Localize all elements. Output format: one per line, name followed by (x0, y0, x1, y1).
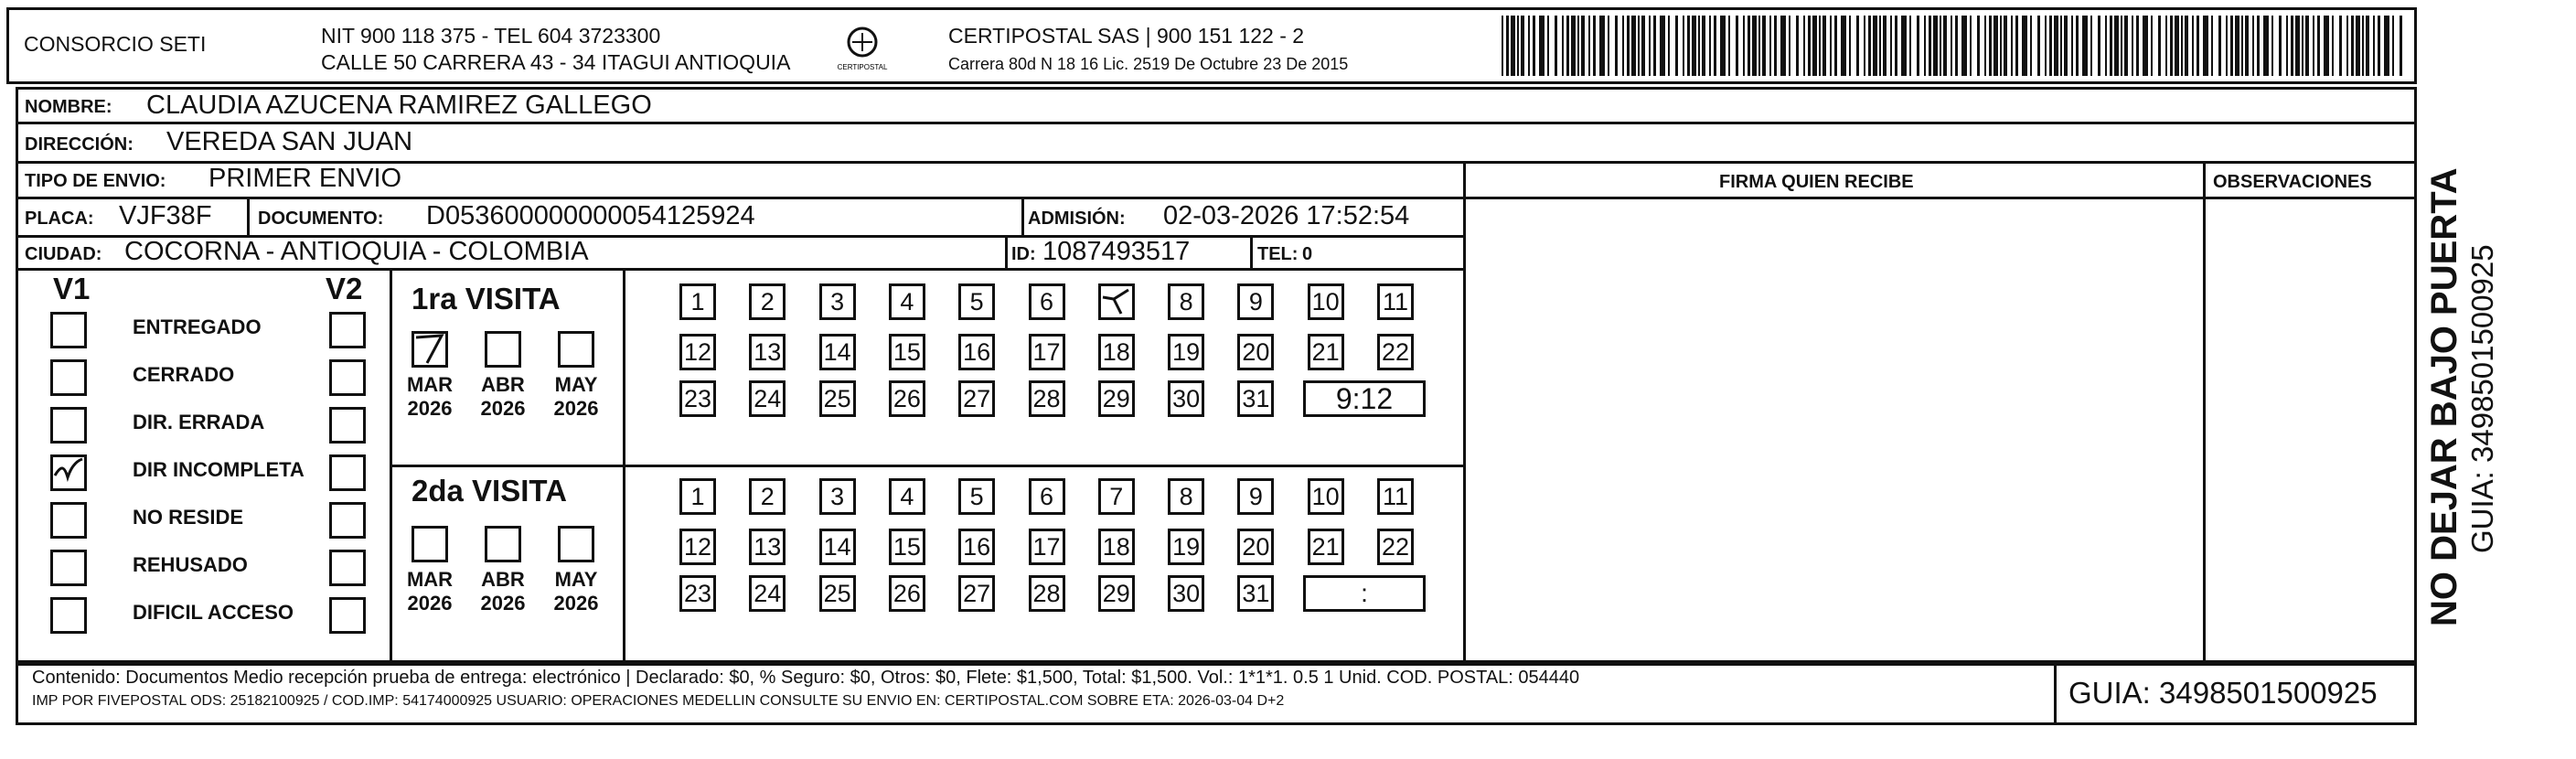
status-label: ENTREGADO (133, 315, 262, 338)
day-box[interactable]: 14 (819, 529, 856, 565)
day-box[interactable]: 11 (1377, 478, 1414, 515)
day-box[interactable]: 25 (819, 380, 856, 417)
day-box[interactable]: 23 (679, 380, 716, 417)
day-box[interactable]: 11 (1377, 283, 1414, 320)
status-label: DIR. ERRADA (133, 411, 265, 433)
observations-header: OBSERVACIONES (2213, 172, 2372, 192)
day-box[interactable]: 1 (679, 283, 716, 320)
day-box[interactable]: 6 (1029, 283, 1065, 320)
status-label: REHUSADO (133, 553, 248, 576)
v2-checkbox[interactable] (329, 454, 366, 491)
v2-checkbox[interactable] (329, 359, 366, 396)
guia-side: GUIA: 3498501500925 (2465, 244, 2499, 553)
day-box[interactable]: 23 (679, 575, 716, 612)
time-box[interactable]: 9:12 (1303, 380, 1426, 417)
day-box[interactable]: 7 (1098, 478, 1135, 515)
month-year (398, 373, 462, 421)
day-box[interactable]: 15 (889, 334, 925, 370)
day-box[interactable]: 4 (889, 478, 925, 515)
document-label: DOCUMENTO: (258, 208, 384, 229)
day-box[interactable]: 9 (1237, 478, 1274, 515)
v2-checkbox[interactable] (329, 597, 366, 634)
day-box[interactable]: 19 (1168, 529, 1204, 565)
day-box[interactable]: 17 (1029, 529, 1065, 565)
year-label: 2026 (407, 591, 453, 615)
day-box[interactable]: 31 (1237, 380, 1274, 417)
time-box[interactable]: : (1303, 575, 1426, 612)
day-box[interactable]: 24 (749, 575, 786, 612)
day-box[interactable]: 24 (749, 380, 786, 417)
day-box[interactable]: 9 (1237, 283, 1274, 320)
day-box[interactable] (1098, 283, 1135, 320)
v1-checkbox[interactable] (50, 550, 87, 586)
license-line: Carrera 80d N 18 16 Lic. 2519 De Octubre 23 De 2015 (948, 55, 1349, 73)
logo-text: CERTIPOSTAL (837, 63, 888, 71)
day-box[interactable]: 12 (679, 529, 716, 565)
day-box[interactable]: 15 (889, 529, 925, 565)
day-box[interactable]: 30 (1168, 380, 1204, 417)
day-box[interactable]: 6 (1029, 478, 1065, 515)
day-box[interactable]: 14 (819, 334, 856, 370)
address-line: CALLE 50 CARRERA 43 - 34 ITAGUI ANTIOQUIA (321, 50, 791, 74)
nit-line: NIT 900 118 375 - TEL 604 3723300 (321, 24, 661, 48)
status-label: DIFICIL ACCESO (133, 601, 294, 624)
day-box[interactable]: 28 (1029, 575, 1065, 612)
tel-value: 0 (1302, 244, 1313, 264)
day-box[interactable]: 18 (1098, 529, 1135, 565)
day-box[interactable]: 21 (1308, 529, 1344, 565)
admission-label: ADMISIÓN: (1028, 208, 1126, 229)
month-label: MAY (554, 568, 598, 591)
month-checkbox[interactable] (485, 526, 521, 562)
day-box[interactable]: 27 (958, 380, 995, 417)
month-label: MAY (554, 373, 598, 396)
month-label: MAR (406, 568, 454, 591)
day-box[interactable]: 2 (749, 478, 786, 515)
day-box[interactable]: 17 (1029, 334, 1065, 370)
day-box[interactable]: 3 (819, 478, 856, 515)
day-box[interactable]: 21 (1308, 334, 1344, 370)
status-label: DIR INCOMPLETA (133, 458, 305, 481)
day-box[interactable]: 2 (749, 283, 786, 320)
month-checkbox[interactable] (485, 331, 521, 368)
v1-checkbox[interactable] (50, 359, 87, 396)
year-label: 2026 (553, 396, 599, 420)
plate-label: PLACA: (25, 208, 94, 229)
content-line: Contenido: Documentos Medio recepción prueba de entrega: electrónico | Declarado: $0, % Seguro: $0, Otros: $0, Flete: $1,500, Total: $1,500. Vol.: 1*1*1. 0.5 1 Unid. COD. POSTAL: 054440 (32, 668, 1580, 688)
day-box[interactable]: 26 (889, 575, 925, 612)
day-box[interactable]: 8 (1168, 478, 1204, 515)
day-box[interactable]: 13 (749, 334, 786, 370)
status-label: CERRADO (133, 363, 235, 386)
day-box[interactable]: 13 (749, 529, 786, 565)
day-box[interactable]: 20 (1237, 529, 1274, 565)
second-visit-title: 2da VISITA (412, 474, 567, 508)
day-box[interactable]: 28 (1029, 380, 1065, 417)
year-label: 2026 (407, 396, 453, 420)
day-box[interactable]: 31 (1237, 575, 1274, 612)
id-number: 1087493517 (1042, 237, 1191, 266)
year-label: 2026 (553, 591, 599, 615)
send-type-label: TIPO DE ENVIO: (25, 171, 166, 191)
send-type: PRIMER ENVIO (208, 164, 402, 193)
day-box[interactable]: 1 (679, 478, 716, 515)
month-label: ABR (481, 373, 525, 396)
day-box[interactable]: 19 (1168, 334, 1204, 370)
day-box[interactable]: 4 (889, 283, 925, 320)
day-box[interactable]: 10 (1308, 478, 1344, 515)
month-checkbox[interactable] (412, 526, 448, 562)
day-box[interactable]: 10 (1308, 283, 1344, 320)
month-year (471, 373, 535, 421)
certipostal-line: CERTIPOSTAL SAS | 900 151 122 - 2 (948, 24, 1305, 48)
name-label: NOMBRE: (25, 97, 112, 117)
day-box[interactable]: 29 (1098, 380, 1135, 417)
plate: VJF38F (119, 201, 212, 230)
imp-line: IMP POR FIVEPOSTAL ODS: 25182100925 / COD.IMP: 54174000925 USUARIO: OPERACIONES MEDELLIN CONSULTE SU ENVIO EN: CERTIPOSTAL.COM SOBRE ETA: 2026-03-04 D+2 (32, 693, 1285, 709)
v2-checkbox[interactable] (329, 407, 366, 444)
day-box[interactable]: 5 (958, 283, 995, 320)
day-box[interactable]: 16 (958, 529, 995, 565)
side-panel (2417, 87, 2554, 722)
city: COCORNA - ANTIOQUIA - COLOMBIA (124, 237, 589, 266)
company-name: CONSORCIO SETI (24, 32, 207, 56)
day-box[interactable]: 30 (1168, 575, 1204, 612)
v1-checkbox[interactable] (50, 454, 87, 491)
v1-checkbox[interactable] (50, 312, 87, 348)
recipient-address: VEREDA SAN JUAN (166, 127, 413, 156)
month-year (398, 568, 462, 615)
day-box[interactable]: 8 (1168, 283, 1204, 320)
v2-checkbox[interactable] (329, 550, 366, 586)
first-visit-title: 1ra VISITA (412, 282, 561, 315)
v2-checkbox[interactable] (329, 502, 366, 539)
signature-header: FIRMA QUIEN RECIBE (1719, 172, 1914, 192)
v1-checkbox[interactable] (50, 502, 87, 539)
year-label: 2026 (480, 396, 526, 420)
certipostal-logo (830, 24, 894, 75)
day-box[interactable]: 22 (1377, 529, 1414, 565)
guia-footer: GUIA: 3498501500925 (2068, 676, 2378, 710)
v1-header: V1 (53, 272, 91, 305)
v2-header: V2 (326, 272, 363, 305)
month-checkbox[interactable] (412, 331, 448, 368)
month-label: ABR (481, 568, 525, 591)
day-box[interactable]: 29 (1098, 575, 1135, 612)
city-label: CIUDAD: (25, 244, 102, 264)
day-box[interactable]: 27 (958, 575, 995, 612)
id-label: ID: (1011, 244, 1036, 264)
day-box[interactable]: 18 (1098, 334, 1135, 370)
tel-label: TEL: (1257, 244, 1299, 264)
day-box[interactable]: 20 (1237, 334, 1274, 370)
month-checkbox[interactable] (558, 331, 594, 368)
v2-checkbox[interactable] (329, 312, 366, 348)
day-box[interactable]: 25 (819, 575, 856, 612)
address-label: DIRECCIÓN: (25, 134, 134, 155)
day-box[interactable]: 5 (958, 478, 995, 515)
v1-checkbox[interactable] (50, 597, 87, 634)
recipient-name: CLAUDIA AZUCENA RAMIREZ GALLEGO (146, 91, 652, 120)
year-label: 2026 (480, 591, 526, 615)
month-checkbox[interactable] (558, 526, 594, 562)
day-box[interactable]: 22 (1377, 334, 1414, 370)
v1-checkbox[interactable] (50, 407, 87, 444)
document-number: D053600000000054125924 (426, 201, 755, 230)
day-box[interactable]: 16 (958, 334, 995, 370)
month-year (544, 373, 608, 421)
day-box[interactable]: 12 (679, 334, 716, 370)
day-box[interactable]: 26 (889, 380, 925, 417)
admission-date: 02-03-2026 17:52:54 (1163, 201, 1410, 230)
day-box[interactable]: 3 (819, 283, 856, 320)
month-year (471, 568, 535, 615)
month-year (544, 568, 608, 615)
month-label: MAR (406, 373, 454, 396)
barcode (1502, 16, 2401, 76)
no-dejar-bajo-puerta: NO DEJAR BAJO PUERTA (2424, 167, 2464, 626)
status-label: NO RESIDE (133, 506, 244, 529)
